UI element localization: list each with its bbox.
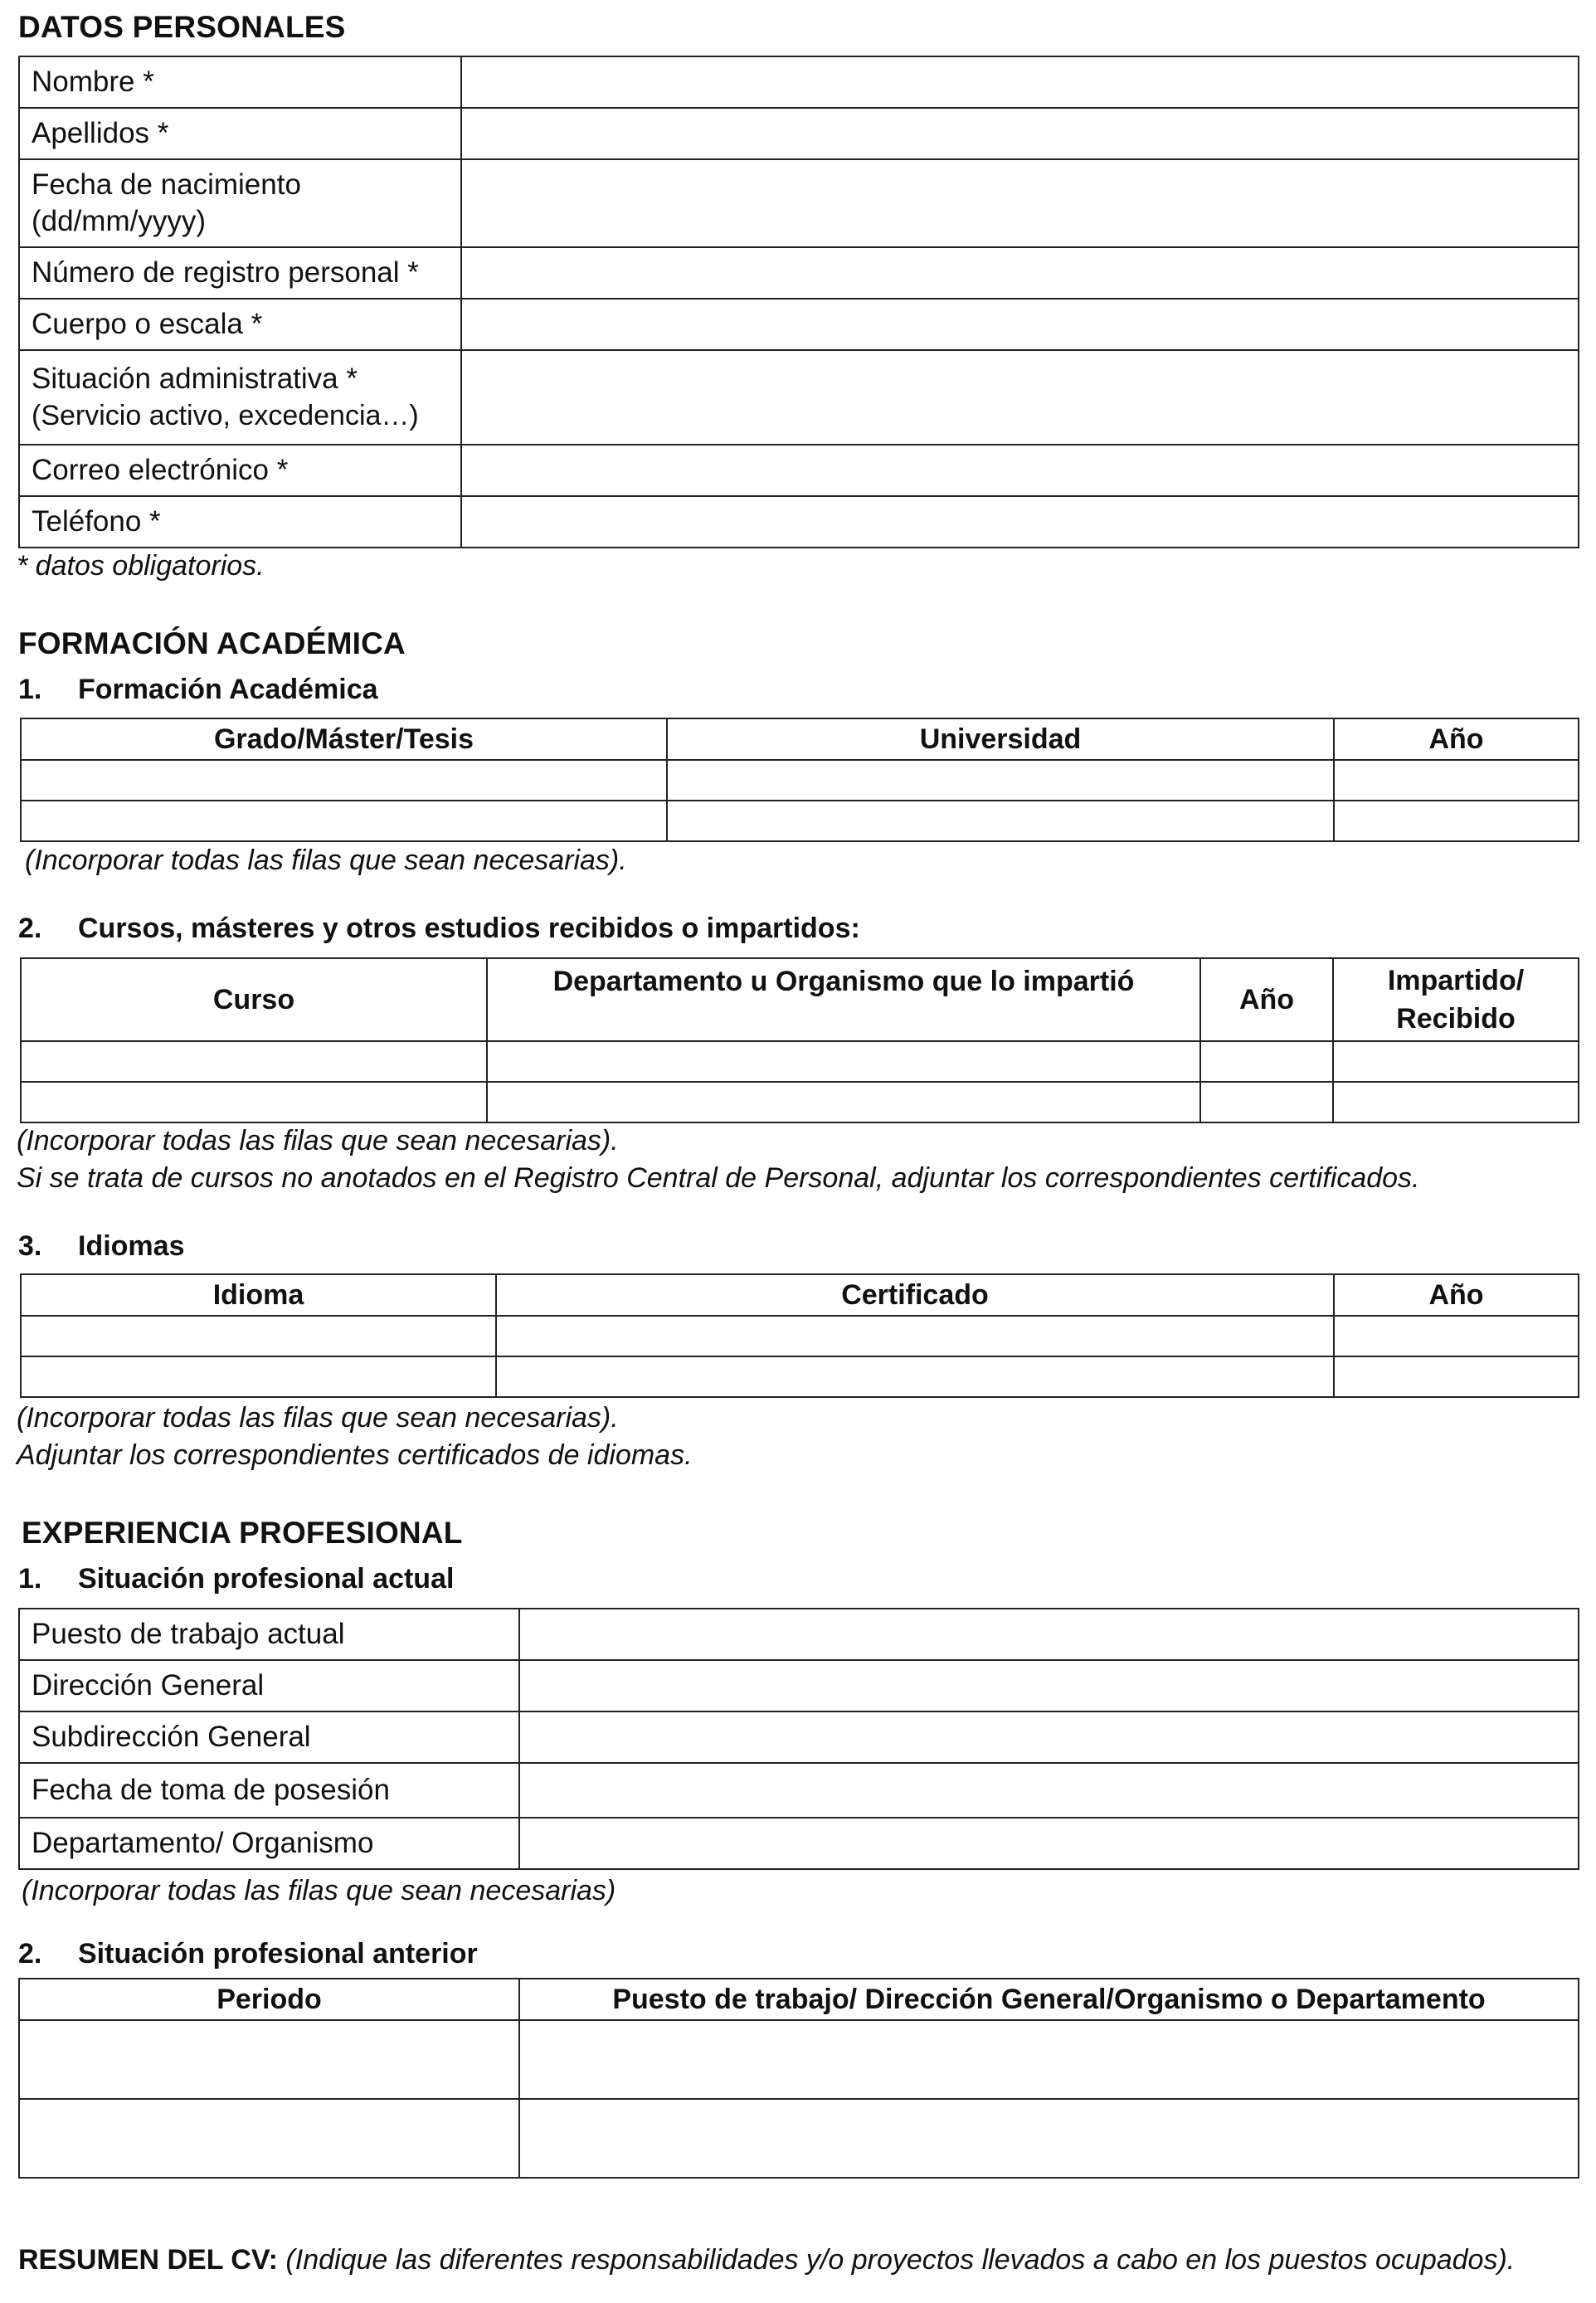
col-header-periodo: Periodo xyxy=(19,1979,519,2020)
subsection-label: Formación Académica xyxy=(78,674,378,705)
table-cell[interactable] xyxy=(1334,760,1579,801)
field-label-telefono: Teléfono * xyxy=(19,496,461,548)
resumen-cv-line xyxy=(18,2244,1515,2276)
table-row xyxy=(19,1609,1579,1660)
field-label-puesto: Puesto de trabajo actual xyxy=(19,1609,519,1660)
col-header-anio: Año xyxy=(1334,1274,1579,1316)
field-label-fecha-posesion: Fecha de toma de posesión xyxy=(19,1763,519,1818)
table-header-row xyxy=(21,718,1579,760)
field-label-correo: Correo electrónico * xyxy=(19,445,461,496)
col-header-puesto-direccion: Puesto de trabajo/ Dirección General/Organismo o Departamento xyxy=(519,1979,1579,2020)
subsection-title-idiomas xyxy=(18,1230,184,1263)
table-row xyxy=(19,2099,1579,2178)
subsection-label: Situación profesional anterior xyxy=(78,1938,478,1969)
table-cell[interactable] xyxy=(667,801,1334,841)
table-cell[interactable] xyxy=(519,2020,1579,2099)
resumen-label: RESUMEN DEL CV xyxy=(18,2244,269,2276)
table-cell[interactable] xyxy=(19,2099,519,2178)
table-cell[interactable] xyxy=(496,1316,1334,1356)
table-cell[interactable] xyxy=(21,801,667,841)
table-cell[interactable] xyxy=(1333,1041,1579,1082)
subsection-number: 1. xyxy=(18,674,42,705)
table-row xyxy=(19,445,1579,496)
subsection-number: 2. xyxy=(18,1938,42,1969)
section-title-formacion: FORMACIÓN ACADÉMICA xyxy=(18,626,406,660)
table-cell[interactable] xyxy=(1334,801,1579,841)
table-row xyxy=(21,760,1579,801)
col-header-anio: Año xyxy=(1200,958,1333,1041)
col-header-departamento: Departamento u Organismo que lo impartió xyxy=(487,958,1200,1041)
situacion-label-hint: (Servicio activo, excedencia…) xyxy=(32,400,419,431)
situacion-label-main: Situación administrativa * xyxy=(32,363,358,395)
correo-field[interactable] xyxy=(461,445,1579,496)
table-row xyxy=(19,350,1579,445)
col-header-grado: Grado/Máster/Tesis xyxy=(21,718,667,760)
fecha-label-format: (dd/mm/yyyy) xyxy=(32,205,206,237)
table-cell[interactable] xyxy=(21,1356,496,1397)
certificates-note: Si se trata de cursos no anotados en el Registro Central de Personal, adjuntar los correspondientes certificados. xyxy=(17,1162,1420,1194)
personal-data-table xyxy=(18,56,1579,548)
subsection-number: 3. xyxy=(18,1230,42,1262)
table-row xyxy=(19,1763,1579,1818)
table-row xyxy=(21,1316,1579,1356)
fecha-nacimiento-field[interactable] xyxy=(461,159,1579,247)
subsection-number: 2. xyxy=(18,913,42,944)
subsection-title-situacion-anterior xyxy=(18,1938,478,1970)
table-row xyxy=(19,1818,1579,1869)
table-row xyxy=(19,1660,1579,1711)
add-rows-note: (Incorporar todas las filas que sean necesarias) xyxy=(22,1875,616,1906)
field-label-direccion: Dirección General xyxy=(19,1660,519,1711)
subsection-label: Cursos, másteres y otros estudios recibidos o impartidos: xyxy=(78,913,860,944)
puesto-actual-field[interactable] xyxy=(519,1609,1579,1660)
field-label-departamento: Departamento/ Organismo xyxy=(19,1818,519,1869)
subsection-label: Situación profesional actual xyxy=(78,1563,455,1595)
table-row xyxy=(19,159,1579,247)
registro-personal-field[interactable] xyxy=(461,247,1579,299)
table-cell[interactable] xyxy=(19,2020,519,2099)
table-cell[interactable] xyxy=(667,760,1334,801)
situacion-actual-table xyxy=(18,1608,1579,1870)
field-label-cuerpo: Cuerpo o escala * xyxy=(19,299,461,350)
table-cell[interactable] xyxy=(487,1041,1200,1082)
table-row xyxy=(21,1356,1579,1397)
subsection-number: 1. xyxy=(18,1563,42,1595)
nombre-field[interactable] xyxy=(461,56,1579,108)
table-cell[interactable] xyxy=(496,1356,1334,1397)
add-rows-note: (Incorporar todas las filas que sean necesarias). xyxy=(17,1125,619,1156)
cuerpo-escala-field[interactable] xyxy=(461,299,1579,350)
table-row xyxy=(19,2020,1579,2099)
field-label-subdireccion: Subdirección General xyxy=(19,1711,519,1763)
resumen-colon: : xyxy=(268,2244,278,2276)
col-header-curso: Curso xyxy=(21,958,487,1041)
resumen-instructions: (Indique las diferentes responsabilidades y/o proyectos llevados a cabo en los puestos ocupados). xyxy=(277,2244,1516,2276)
table-cell[interactable] xyxy=(1334,1316,1579,1356)
situacion-administrativa-field[interactable] xyxy=(461,350,1579,445)
formacion-academica-table xyxy=(20,718,1579,842)
subsection-title-formacion-academica xyxy=(18,674,378,706)
situacion-anterior-table xyxy=(18,1978,1579,2179)
field-label-registro: Número de registro personal * xyxy=(19,247,461,299)
table-cell[interactable] xyxy=(21,1316,496,1356)
table-row xyxy=(19,56,1579,108)
direccion-general-field[interactable] xyxy=(519,1660,1579,1711)
table-cell[interactable] xyxy=(487,1082,1200,1122)
table-cell[interactable] xyxy=(21,1041,487,1082)
section-title-personal: DATOS PERSONALES xyxy=(18,10,346,44)
table-cell[interactable] xyxy=(519,2099,1579,2178)
subsection-title-situacion-actual xyxy=(18,1563,454,1595)
table-row xyxy=(19,1711,1579,1763)
cursos-table xyxy=(20,957,1579,1123)
col-header-impartido-recibido xyxy=(1333,958,1579,1041)
apellidos-field[interactable] xyxy=(461,108,1579,159)
table-cell[interactable] xyxy=(1334,1356,1579,1397)
language-certificates-note: Adjuntar los correspondientes certificados de idiomas. xyxy=(17,1439,693,1471)
table-cell[interactable] xyxy=(1200,1041,1333,1082)
idiomas-table xyxy=(20,1273,1579,1398)
add-rows-note: (Incorporar todas las filas que sean necesarias). xyxy=(17,1402,619,1434)
header-line-recibido: Recibido xyxy=(1396,1003,1516,1035)
subsection-title-cursos xyxy=(18,913,860,945)
col-header-anio: Año xyxy=(1334,718,1579,760)
table-header-row xyxy=(21,958,1579,1041)
table-cell[interactable] xyxy=(1200,1082,1333,1122)
section-title-experiencia: EXPERIENCIA PROFESIONAL xyxy=(22,1516,463,1550)
table-header-row xyxy=(19,1979,1579,2020)
table-row xyxy=(19,496,1579,548)
table-row xyxy=(19,108,1579,159)
required-note: * datos obligatorios. xyxy=(17,550,265,582)
add-rows-note: (Incorporar todas las filas que sean necesarias). xyxy=(25,845,627,876)
fecha-label-main: Fecha de nacimiento xyxy=(32,168,301,201)
table-row xyxy=(19,299,1579,350)
field-label-situacion xyxy=(19,350,461,445)
field-label-fecha-nacimiento xyxy=(19,159,461,247)
fecha-posesion-field[interactable] xyxy=(519,1763,1579,1818)
col-header-certificado: Certificado xyxy=(496,1274,1334,1316)
table-row xyxy=(21,1082,1579,1122)
table-row xyxy=(19,247,1579,299)
table-row xyxy=(21,1041,1579,1082)
table-row xyxy=(21,801,1579,841)
col-header-universidad: Universidad xyxy=(667,718,1334,760)
field-label-nombre: Nombre * xyxy=(19,56,461,108)
telefono-field[interactable] xyxy=(461,496,1579,548)
col-header-idioma: Idioma xyxy=(21,1274,496,1316)
header-line-impartido: Impartido/ xyxy=(1387,965,1525,996)
field-label-apellidos: Apellidos * xyxy=(19,108,461,159)
table-cell[interactable] xyxy=(21,1082,487,1122)
table-cell[interactable] xyxy=(1333,1082,1579,1122)
table-header-row xyxy=(21,1274,1579,1316)
subsection-label: Idiomas xyxy=(78,1230,185,1262)
departamento-organismo-field[interactable] xyxy=(519,1818,1579,1869)
subdireccion-general-field[interactable] xyxy=(519,1711,1579,1763)
table-cell[interactable] xyxy=(21,760,667,801)
